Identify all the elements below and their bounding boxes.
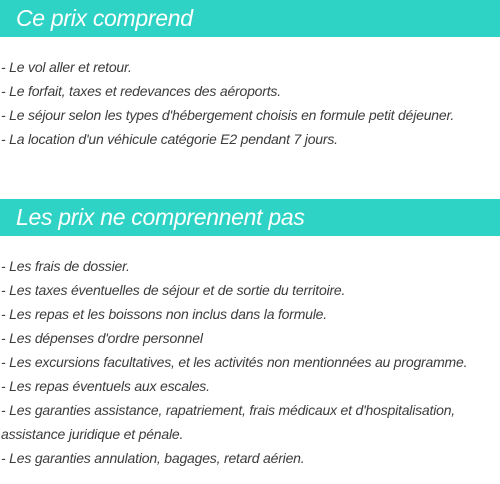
excluded-item: - Les garanties annulation, bagages, retard aérien. <box>1 450 305 466</box>
included-section-title: Ce prix comprend <box>16 5 193 31</box>
included-list <box>1 55 497 151</box>
included-section-header <box>0 0 500 37</box>
excluded-item: - Les garanties assistance, rapatriement, frais médicaux et d'hospitalisation, assistance juridique et pénale. <box>1 402 455 442</box>
included-item: - Le séjour selon les types d'hébergement choisis en formule petit déjeuner. <box>1 107 455 123</box>
excluded-item: - Les frais de dossier. <box>1 258 130 274</box>
excluded-item: - Les taxes éventuelles de séjour et de sortie du territoire. <box>1 282 346 298</box>
excluded-section-header <box>0 199 500 236</box>
excluded-item: - Les dépenses d'ordre personnel <box>1 330 203 346</box>
included-item: - Le vol aller et retour. <box>1 59 132 75</box>
excluded-section-title: Les prix ne comprennent pas <box>16 204 305 230</box>
excluded-item: - Les excursions facultatives, et les activités non mentionnées au programme. <box>1 354 468 370</box>
included-item: - La location d'un véhicule catégorie E2 pendant 7 jours. <box>1 131 338 147</box>
included-item: - Le forfait, taxes et redevances des aéroports. <box>1 83 281 99</box>
excluded-item: - Les repas éventuels aux escales. <box>1 378 210 394</box>
excluded-item: - Les repas et les boissons non inclus dans la formule. <box>1 306 327 322</box>
excluded-list <box>1 254 497 470</box>
